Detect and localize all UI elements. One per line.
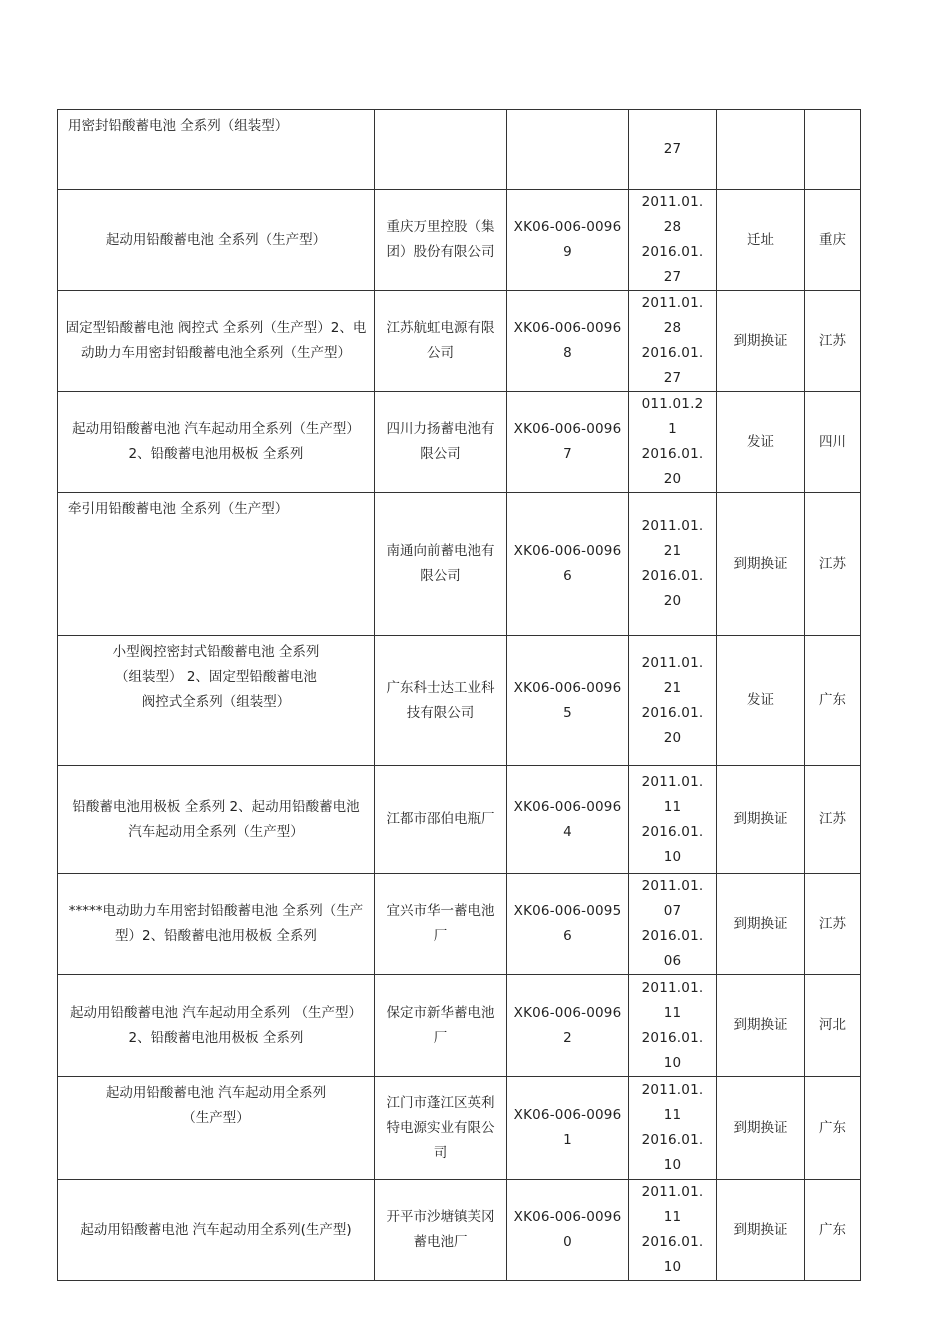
license-number-cell: XK06-006-00969 <box>507 190 629 291</box>
date-line: 2011.01. <box>641 654 704 671</box>
date-line: 2011.01. <box>641 295 704 311</box>
product-text: 牵引用铅酸蓄电池 全系列（生产型） <box>68 501 289 517</box>
table-row <box>58 493 861 636</box>
company-cell: 南通向前蓄电池有限公司 <box>375 493 507 636</box>
product-cell <box>58 392 375 493</box>
product-cell <box>58 874 375 975</box>
date-line: 20 <box>663 471 682 487</box>
date-line: 2016.01. <box>641 345 704 361</box>
product-text: 起动用铅酸蓄电池 汽车起动用全系列 （生产型） 2、铅酸蓄电池用极板 全系列 <box>69 1004 363 1046</box>
date-line: 2011.01. <box>641 1082 704 1098</box>
region-cell: 广东 <box>805 1077 861 1180</box>
product-text: *****电动助力车用密封铅酸蓄电池 全系列（生产型）2、铅酸蓄电池用极板 全系列 <box>68 903 364 944</box>
date-line: 2011.01. <box>641 518 704 534</box>
table-row <box>58 392 861 493</box>
region-cell: 广东 <box>805 1180 861 1281</box>
date-line: 10 <box>663 1054 682 1071</box>
company-cell <box>375 110 507 190</box>
date-line: 1 <box>668 421 677 437</box>
date-line: 10 <box>663 1259 682 1275</box>
date-line: 2016.01. <box>641 704 704 721</box>
status-cell: 到期换证 <box>717 1180 805 1281</box>
license-table <box>57 109 861 1281</box>
date-line: 10 <box>663 1157 682 1173</box>
date-line: 2011.01. <box>641 878 704 894</box>
status-cell: 到期换证 <box>717 975 805 1077</box>
table-row <box>58 766 861 874</box>
product-cell <box>58 1077 375 1180</box>
region-cell: 江苏 <box>805 291 861 392</box>
status-cell: 到期换证 <box>717 493 805 636</box>
company-cell: 江苏航虹电源有限公司 <box>375 291 507 392</box>
product-cell <box>58 636 375 766</box>
date-line: 2016.01. <box>641 823 704 840</box>
product-cell <box>58 291 375 392</box>
region-cell: 江苏 <box>805 766 861 874</box>
validity-dates-cell <box>629 291 717 392</box>
table-row <box>58 190 861 291</box>
date-line: 07 <box>663 903 682 919</box>
validity-dates-cell <box>629 636 717 766</box>
product-cell <box>58 1180 375 1281</box>
product-text: 起动用铅酸蓄电池 全系列（生产型） <box>105 231 327 248</box>
company-cell: 宜兴市华一蓄电池厂 <box>375 874 507 975</box>
date-line: 21 <box>663 543 682 559</box>
date-line: 2016.01. <box>641 1029 704 1046</box>
date-line: 06 <box>663 953 682 969</box>
license-number-cell: XK06-006-00966 <box>507 493 629 636</box>
license-number-cell: XK06-006-00962 <box>507 975 629 1077</box>
product-text: （组装型） 2、固定型铅酸蓄电池 <box>115 669 317 685</box>
date-line: 2011.01. <box>641 1184 704 1200</box>
validity-dates-cell <box>629 392 717 493</box>
date-line: 2016.01. <box>641 446 704 462</box>
region-cell <box>805 110 861 190</box>
table-row <box>58 110 861 190</box>
table-row <box>58 636 861 766</box>
product-text: 起动用铅酸蓄电池 汽车起动用全系列(生产型) <box>80 1221 352 1238</box>
table-row <box>58 1077 861 1180</box>
license-number-cell: XK06-006-00960 <box>507 1180 629 1281</box>
date-line: 2016.01. <box>641 1234 704 1250</box>
region-cell: 四川 <box>805 392 861 493</box>
company-cell: 江都市邵伯电瓶厂 <box>375 766 507 874</box>
license-table-body <box>58 110 861 1281</box>
table-row <box>58 1180 861 1281</box>
status-cell <box>717 110 805 190</box>
region-cell: 重庆 <box>805 190 861 291</box>
product-cell <box>58 975 375 1077</box>
table-row <box>58 975 861 1077</box>
validity-dates-cell <box>629 493 717 636</box>
date-line: 20 <box>663 593 682 609</box>
status-cell: 到期换证 <box>717 766 805 874</box>
date-line: 20 <box>663 729 682 746</box>
date-line: 2011.01. <box>641 773 704 790</box>
status-cell: 发证 <box>717 636 805 766</box>
company-cell: 广东科士达工业科技有限公司 <box>375 636 507 766</box>
license-number-cell <box>507 110 629 190</box>
date-line: 2016.01. <box>641 928 704 944</box>
region-cell: 江苏 <box>805 493 861 636</box>
license-number-cell: XK06-006-00965 <box>507 636 629 766</box>
date-line: 2011.01. <box>641 979 704 996</box>
date-line: 28 <box>663 320 682 336</box>
region-cell: 河北 <box>805 975 861 1077</box>
product-text: 用密封铅酸蓄电池 全系列（组装型） <box>68 118 289 134</box>
status-cell: 发证 <box>717 392 805 493</box>
region-cell: 江苏 <box>805 874 861 975</box>
validity-dates-cell <box>629 766 717 874</box>
product-text: 小型阀控密封式铅酸蓄电池 全系列 <box>112 644 320 660</box>
date-line: 2016.01. <box>641 1132 704 1148</box>
product-text: 起动用铅酸蓄电池 汽车起动用全系列 <box>105 1085 327 1101</box>
license-number-cell: XK06-006-00968 <box>507 291 629 392</box>
validity-dates-cell <box>629 110 717 190</box>
date-line: 27 <box>663 141 682 157</box>
validity-dates-cell <box>629 975 717 1077</box>
product-text: 固定型铅酸蓄电池 阀控式 全系列（生产型）2、电动助力车用密封铅酸蓄电池全系列（生产型） <box>65 320 367 361</box>
date-line: 27 <box>663 269 682 285</box>
date-line: 11 <box>663 1004 682 1021</box>
date-line: 2016.01. <box>641 568 704 584</box>
validity-dates-cell <box>629 1180 717 1281</box>
license-number-cell: XK06-006-00967 <box>507 392 629 493</box>
company-cell: 四川力扬蓄电池有限公司 <box>375 392 507 493</box>
date-line: 27 <box>663 370 682 386</box>
license-number-cell: XK06-006-00961 <box>507 1077 629 1180</box>
product-text: 阀控式全系列（组装型） <box>141 694 291 710</box>
company-cell: 开平市沙塘镇芙冈蓄电池厂 <box>375 1180 507 1281</box>
date-line: 2011.01. <box>641 194 704 210</box>
date-line: 11 <box>663 1107 682 1123</box>
date-line: 10 <box>663 848 682 865</box>
status-cell: 到期换证 <box>717 874 805 975</box>
date-line: 21 <box>663 679 682 696</box>
company-cell: 重庆万里控股（集团）股份有限公司 <box>375 190 507 291</box>
table-row <box>58 291 861 392</box>
product-cell <box>58 766 375 874</box>
validity-dates-cell <box>629 190 717 291</box>
company-cell: 江门市蓬江区英利特电源实业有限公司 <box>375 1077 507 1180</box>
validity-dates-cell <box>629 1077 717 1180</box>
product-cell <box>58 190 375 291</box>
region-cell: 广东 <box>805 636 861 766</box>
date-line: 11 <box>663 798 682 815</box>
company-cell: 保定市新华蓄电池厂 <box>375 975 507 1077</box>
status-cell: 到期换证 <box>717 291 805 392</box>
product-text: 铅酸蓄电池用极板 全系列 2、起动用铅酸蓄电池 汽车起动用全系列（生产型） <box>72 798 360 840</box>
product-text: 起动用铅酸蓄电池 汽车起动用全系列（生产型） 2、铅酸蓄电池用极板 全系列 <box>72 421 360 462</box>
status-cell: 迁址 <box>717 190 805 291</box>
product-text: （生产型） <box>182 1110 250 1126</box>
license-number-cell: XK06-006-00956 <box>507 874 629 975</box>
table-row <box>58 874 861 975</box>
date-line: 011.01.2 <box>641 396 704 412</box>
validity-dates-cell <box>629 874 717 975</box>
date-line: 28 <box>663 219 682 235</box>
status-cell: 到期换证 <box>717 1077 805 1180</box>
date-line: 11 <box>663 1209 682 1225</box>
product-cell <box>58 110 375 190</box>
product-cell <box>58 493 375 636</box>
license-number-cell: XK06-006-00964 <box>507 766 629 874</box>
date-line: 2016.01. <box>641 244 704 260</box>
